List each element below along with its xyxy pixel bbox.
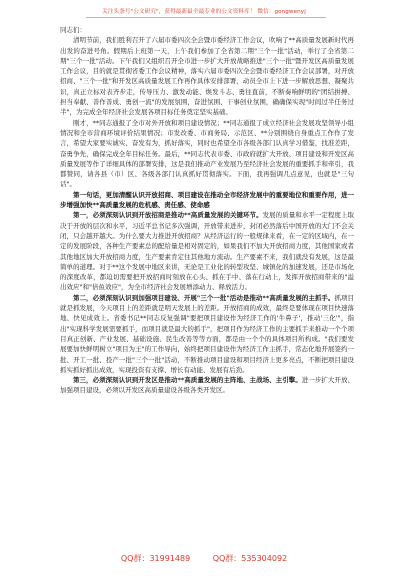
banner-underline bbox=[86, 17, 326, 18]
paragraph-5 bbox=[60, 375, 354, 396]
salutation: 同志们： bbox=[60, 26, 86, 34]
paragraph-5-text: 进一步扩大开放、加强项目建设，必须以开发区高质量建设各级各类开发区。 bbox=[60, 376, 354, 395]
paragraph-4-text: 抓项目就是抓发展，今天项目上的差距就是明天发展上的差距。开放招商的成效，最终是要体现在项目快速落地、快见成效上。省委书记**同志反复强调"要把项目建设作为经济工作的'牛鼻子'，推动'三化'"，指出"实现科学发展需要抓手，而项目就是最大的抓手"，把项目作为经济工作的主要抓手来推动一个个项目真正创新、产业发展、基础设施、民生改善等等方面，都是由一个个的具体项目所构成。"我们要发展要加快鲜明树立"项目为王"的工作导向，始终把项目建设作为经济工作主抓手，常态化地开展签约一批、开工一批、投产一批"三个一批"活动，不断推动项目建设和项目经济上更多亮点，不断把项目建设抓实抓好抓出成效，实现投资有支撑、增长有动能、发展有后劲。 bbox=[60, 293, 354, 374]
paragraph-3 bbox=[60, 210, 354, 292]
paragraph-4-lead: 第二，必须深刻认识到加强项目建设、开展"三个一批"活动是推动**高质量发展的主抓手。 bbox=[73, 293, 335, 302]
paragraph-3-lead: 第一，必须深刻认识到开放招商是推动**高质量发展的关键环节。 bbox=[73, 211, 263, 220]
paragraph-3-text: 发展的质量和水平一定程度上取决于开放的层次和水平，习近平总书记多次强调，开放带来进步，封闭必然落后中国开放的大门不会关闭，只会越开越大。为什么要大力推进开放招商？从经济运行的一般规律来看，在一定的区域内，在一定的发展阶段，各种生产要素总的配给量是相对固定的，如果我们不加大开放招商力度，其他国家或者其他地区加大开放招商力度，生产要素肯定往其他地方流动。生产要素不来，我们就没有发展，这是最简单的道理。对于**这个发展中地区来讲，无论是工业化的转型攻坚、城镇化的加速发展，还是市场化的深度改革，都迫切需要把开放招商时刻放在心头、抓在手中、落在行动上，发挥开放招商带来的"溢出效应"和"倍鱼效应"，为全市经济社会发展增添动力、释放活力。 bbox=[60, 211, 354, 292]
section-heading-1: 第一句话，更加清醒认识开放招商、项目建设在推动全市经济发展中的重要地位和重要作用，进一步增强加快**高质量发展的危机感、责任感、使命感 bbox=[60, 190, 354, 210]
promo-banner-text: 关注头条号"公文研究"，获得最新最全最专业的公文资料库！ 微信：gongwenyj bbox=[102, 9, 306, 15]
paragraph-1: 清明节前，我们胜利召开了六届市委四次全会暨市委经济工作会议，吹响了**高质量发展新时代再出发的奋进号角。假期后上班第一天，上午我们参加了全省第二期"三个一批"活动，举行了全省第二期"三个一批"活动。下午我们又组织召开全市进一步扩大开放战略推进"三个一批"暨开发区高质量发展工作会议，目的就是贯彻省委工作会议精神，落实六届市委四次全会暨市委经济工作会议部署，对开放招商、"三个一批"和开发区高质量发展工作再作具体安排部署，动员全市上下进一步解放思想、凝聚共识，真正立标对表齐步走，传导压力、激发动能、焕发斗志、勇往直前，不断奏响鲜明的"团结拼搏、担当奉献、善作善成、勇创一流"的发展氛围，奋进氛围、干事创业氛围，确确保实现"时间过半任务过半"，为完成全年经济社会发展各项目标任务奠定坚实基础。 bbox=[60, 36, 354, 117]
promo-banner bbox=[0, 7, 408, 15]
footer-qq-group-2: QQ群：535304092 bbox=[212, 554, 288, 563]
paragraph-5-lead: 第三，必须深刻认识到开发区是推动**高质量发展的主阵地、主战场、主引擎。 bbox=[73, 376, 302, 385]
footer-qq-group-1: QQ群：31991489 bbox=[120, 554, 191, 563]
paragraph-4 bbox=[60, 293, 354, 375]
document-body bbox=[60, 25, 354, 547]
paragraph-2: 刚才，**同志通报了全市对外开放和项目建设情况；**同志通报了成立经济社会发展攻坚领导小组情况和全市营商环境评价结果情况；市发改委、市商务局、示范区、**分别围绕自身重点工作作了发言，希望大家要实诚实、奋发有为，抓好落实，同时也希望全市各级各部门认真学习借鉴，找准差距，奋勇争先，确保完成全年目标任务。最后，**同志代表市委、市政府就扩大开放、项目建设和开发区高质量发展等作了详细具体的部署安排，这是我们推动产业发展乃至经济社会发展的重要抓手和牵引，我都赞同，请各县（市）区、各级各部门认真抓好贯彻落实。下面，我再强调几点意见，也就是"三句话"。 bbox=[60, 118, 354, 189]
page-footer bbox=[0, 553, 408, 564]
